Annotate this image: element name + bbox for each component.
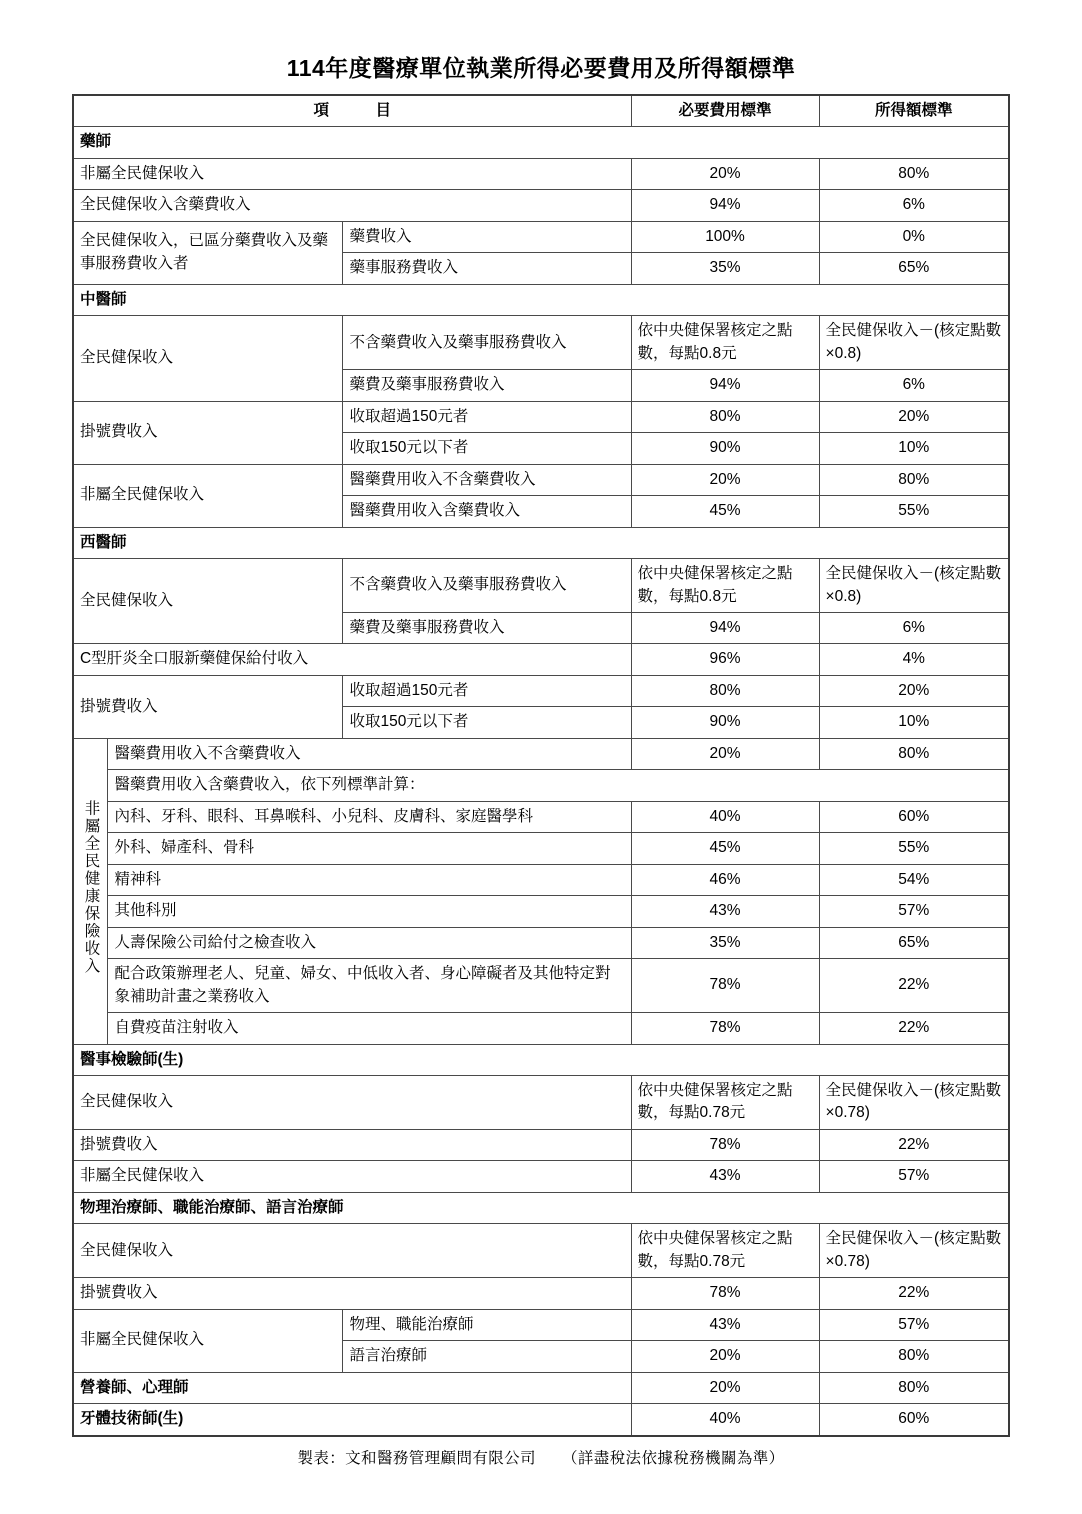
- row-income: 60%: [819, 1404, 1009, 1436]
- table-row: [73, 316, 1009, 370]
- row-income: 55%: [819, 496, 1009, 527]
- section-title: 牙體技術師(生): [73, 1404, 631, 1436]
- row-subitem: 精神科: [108, 864, 631, 895]
- row-expense: 40%: [631, 1404, 819, 1436]
- table-header-row: [73, 95, 1009, 127]
- row-item: 非屬全民健保收入: [73, 158, 631, 189]
- row-income: 65%: [819, 253, 1009, 284]
- row-income: 80%: [819, 1372, 1009, 1403]
- row-expense: 35%: [631, 253, 819, 284]
- row-item: 非屬全民健保收入: [73, 1161, 631, 1192]
- row-subitem: 收取150元以下者: [343, 433, 631, 464]
- row-income: 80%: [819, 738, 1009, 769]
- table-row: [73, 959, 1009, 1013]
- row-income: 57%: [819, 1309, 1009, 1340]
- row-item-group: 全民健保收入: [73, 559, 343, 644]
- table-row: [73, 1161, 1009, 1192]
- row-item: 掛號費收入: [73, 1129, 631, 1160]
- row-item-group: 掛號費收入: [73, 675, 343, 738]
- row-item: 全民健保收入含藥費收入: [73, 190, 631, 221]
- footer-producer: 製表：文和醫務管理顧問有限公司: [297, 1449, 536, 1467]
- row-expense: 94%: [631, 612, 819, 643]
- table-row: [73, 738, 1009, 769]
- row-subitem: 收取超過150元者: [343, 401, 631, 432]
- table-row: [73, 675, 1009, 706]
- section-header-lab-tech: [73, 1044, 1009, 1075]
- table-row: [73, 221, 1009, 252]
- row-income: 22%: [819, 1129, 1009, 1160]
- row-income: 全民健保收入－(核定點數×0.78): [819, 1076, 1009, 1130]
- row-expense: 78%: [631, 1013, 819, 1044]
- row-subitem: 藥事服務費收入: [343, 253, 631, 284]
- row-expense: 20%: [631, 158, 819, 189]
- row-subitem: 醫藥費用收入不含藥費收入: [108, 738, 631, 769]
- standards-table: [72, 94, 1010, 1437]
- row-income: 全民健保收入－(核定點數×0.8): [819, 559, 1009, 613]
- row-income: 10%: [819, 707, 1009, 738]
- section-header-western: [73, 527, 1009, 558]
- row-expense: 35%: [631, 927, 819, 958]
- row-income: 0%: [819, 221, 1009, 252]
- row-expense: 依中央健保署核定之點數，每點0.78元: [631, 1224, 819, 1278]
- section-title: 西醫師: [73, 527, 1009, 558]
- row-expense: 40%: [631, 801, 819, 832]
- section-title: 物理治療師、職能治療師、語言治療師: [73, 1192, 1009, 1223]
- row-expense: 依中央健保署核定之點數，每點0.8元: [631, 316, 819, 370]
- table-row: [73, 158, 1009, 189]
- row-item-group: 全民健保收入: [73, 316, 343, 401]
- row-subitem: 醫藥費用收入不含藥費收入: [343, 464, 631, 495]
- row-expense: 43%: [631, 1309, 819, 1340]
- table-row: [73, 190, 1009, 221]
- table-row: [73, 644, 1009, 675]
- header-income: 所得額標準: [819, 95, 1009, 127]
- row-item-group: 全民健保收入，已區分藥費收入及藥事服務費收入者: [73, 221, 343, 284]
- row-item-group: 掛號費收入: [73, 401, 343, 464]
- header-item: 項 目: [73, 95, 631, 127]
- table-row: [73, 401, 1009, 432]
- row-income: 57%: [819, 1161, 1009, 1192]
- row-expense: 94%: [631, 370, 819, 401]
- row-expense: 46%: [631, 864, 819, 895]
- row-expense: 78%: [631, 1278, 819, 1309]
- table-row: [73, 833, 1009, 864]
- footer-note: （詳盡稅法依據稅務機關為準）: [561, 1449, 785, 1467]
- row-expense: 90%: [631, 433, 819, 464]
- footer: [0, 1437, 1082, 1468]
- row-expense: 依中央健保署核定之點數，每點0.8元: [631, 559, 819, 613]
- row-subitem: 其他科別: [108, 896, 631, 927]
- row-subitem: 藥費及藥事服務費收入: [343, 612, 631, 643]
- section-row-dental-tech: [73, 1404, 1009, 1436]
- row-subitem: 醫藥費用收入含藥費收入，依下列標準計算：: [108, 770, 1009, 801]
- section-row-nutritionist: [73, 1372, 1009, 1403]
- row-subitem: 語言治療師: [343, 1341, 631, 1372]
- table-row: [73, 1278, 1009, 1309]
- table-row: [73, 801, 1009, 832]
- row-expense: 20%: [631, 464, 819, 495]
- row-expense: 43%: [631, 896, 819, 927]
- table-row: [73, 559, 1009, 613]
- row-subitem: 不含藥費收入及藥事服務費收入: [343, 316, 631, 370]
- row-subitem: 收取超過150元者: [343, 675, 631, 706]
- row-income: 22%: [819, 959, 1009, 1013]
- table-row: [73, 1309, 1009, 1340]
- row-subitem: 藥費及藥事服務費收入: [343, 370, 631, 401]
- row-subitem: 物理、職能治療師: [343, 1309, 631, 1340]
- row-income: 6%: [819, 612, 1009, 643]
- row-item: 掛號費收入: [73, 1278, 631, 1309]
- table-row: [73, 1224, 1009, 1278]
- row-income: 6%: [819, 190, 1009, 221]
- row-income: 22%: [819, 1278, 1009, 1309]
- section-title: 藥師: [73, 127, 1009, 158]
- row-income: 20%: [819, 401, 1009, 432]
- section-header-therapists: [73, 1192, 1009, 1223]
- row-subitem: 不含藥費收入及藥事服務費收入: [343, 559, 631, 613]
- row-item: C型肝炎全口服新藥健保給付收入: [73, 644, 631, 675]
- row-subitem: 人壽保險公司給付之檢查收入: [108, 927, 631, 958]
- row-expense: 45%: [631, 496, 819, 527]
- row-income: 54%: [819, 864, 1009, 895]
- section-header-pharmacist: [73, 127, 1009, 158]
- table-row: [73, 1013, 1009, 1044]
- row-income: 80%: [819, 158, 1009, 189]
- table-row: [73, 896, 1009, 927]
- row-expense: 78%: [631, 1129, 819, 1160]
- section-title: 醫事檢驗師(生): [73, 1044, 1009, 1075]
- page-title: 114年度醫療單位執業所得必要費用及所得額標準: [286, 55, 796, 81]
- row-income: 65%: [819, 927, 1009, 958]
- row-expense: 80%: [631, 401, 819, 432]
- table-row: [73, 770, 1009, 801]
- row-expense: 20%: [631, 1372, 819, 1403]
- row-item-group: 非屬全民健保收入: [73, 464, 343, 527]
- table-row: [73, 1076, 1009, 1130]
- vertical-group-label: [73, 738, 108, 1044]
- section-title: 中醫師: [73, 284, 1009, 315]
- row-expense: 94%: [631, 190, 819, 221]
- table-row: [73, 464, 1009, 495]
- row-income: 全民健保收入－(核定點數×0.8): [819, 316, 1009, 370]
- vertical-label-text: 非屬全民健康保險收入: [82, 799, 100, 975]
- row-income: 60%: [819, 801, 1009, 832]
- row-subitem: 自費疫苗注射收入: [108, 1013, 631, 1044]
- row-income: 10%: [819, 433, 1009, 464]
- row-item: 全民健保收入: [73, 1224, 631, 1278]
- row-income: 22%: [819, 1013, 1009, 1044]
- row-income: 80%: [819, 1341, 1009, 1372]
- row-item-group: 非屬全民健保收入: [73, 1309, 343, 1372]
- row-subitem: 配合政策辦理老人、兒童、婦女、中低收入者、身心障礙者及其他特定對象補助計畫之業務收入: [108, 959, 631, 1013]
- row-expense: 78%: [631, 959, 819, 1013]
- table-row: [73, 1129, 1009, 1160]
- header-expense: 必要費用標準: [631, 95, 819, 127]
- row-expense: 20%: [631, 738, 819, 769]
- row-item: 全民健保收入: [73, 1076, 631, 1130]
- row-subitem: 內科、牙科、眼科、耳鼻喉科、小兒科、皮膚科、家庭醫學科: [108, 801, 631, 832]
- table-row: [73, 927, 1009, 958]
- row-expense: 100%: [631, 221, 819, 252]
- row-income: 20%: [819, 675, 1009, 706]
- row-income: 55%: [819, 833, 1009, 864]
- section-title: 營養師、心理師: [73, 1372, 631, 1403]
- row-income: 4%: [819, 644, 1009, 675]
- row-income: 全民健保收入－(核定點數×0.78): [819, 1224, 1009, 1278]
- row-income: 80%: [819, 464, 1009, 495]
- row-income: 6%: [819, 370, 1009, 401]
- row-expense: 90%: [631, 707, 819, 738]
- row-subitem: 醫藥費用收入含藥費收入: [343, 496, 631, 527]
- row-expense: 43%: [631, 1161, 819, 1192]
- row-expense: 依中央健保署核定之點數，每點0.78元: [631, 1076, 819, 1130]
- row-subitem: 外科、婦產科、骨科: [108, 833, 631, 864]
- row-expense: 20%: [631, 1341, 819, 1372]
- row-expense: 80%: [631, 675, 819, 706]
- row-subitem: 收取150元以下者: [343, 707, 631, 738]
- table-row: [73, 864, 1009, 895]
- row-expense: 96%: [631, 644, 819, 675]
- section-header-tcm: [73, 284, 1009, 315]
- row-subitem: 藥費收入: [343, 221, 631, 252]
- row-expense: 45%: [631, 833, 819, 864]
- row-income: 57%: [819, 896, 1009, 927]
